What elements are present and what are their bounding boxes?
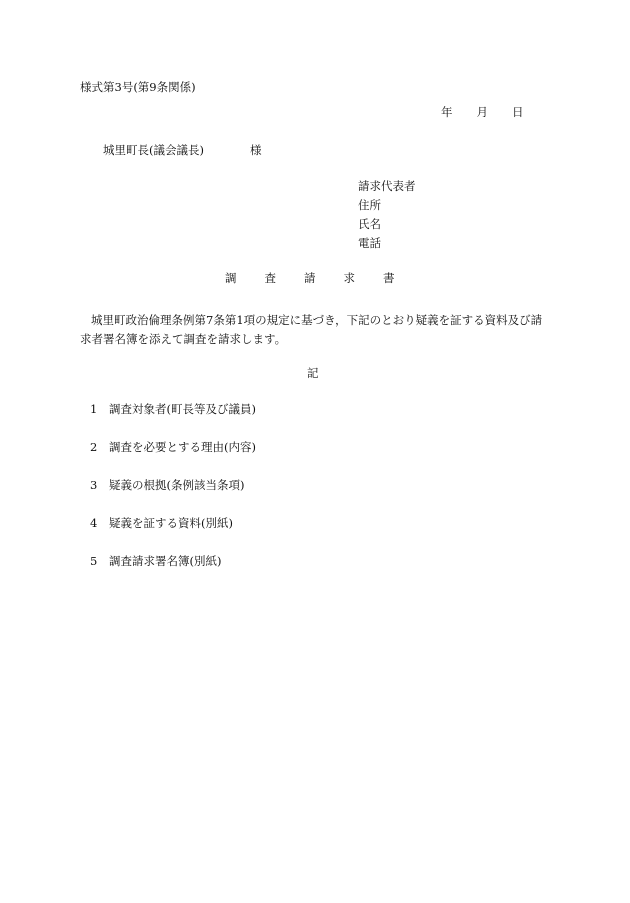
list-item xyxy=(90,404,256,442)
addressee xyxy=(103,145,261,157)
applicant-representative-label: 請求代表者 xyxy=(358,179,416,193)
item-number: 5 xyxy=(90,554,98,568)
list-item xyxy=(90,480,256,518)
item-number: 1 xyxy=(90,402,98,416)
date-line xyxy=(441,107,524,119)
applicant-block xyxy=(358,181,416,257)
title-char: 査 xyxy=(264,271,276,285)
ki-heading: 記 xyxy=(307,366,319,380)
form-number: 様式第3号(第9条関係) xyxy=(80,80,196,94)
list-item xyxy=(90,518,256,556)
item-text: 調査対象者(町長等及び議員) xyxy=(109,402,256,416)
item-text: 調査を必要とする理由(内容) xyxy=(109,440,256,454)
list-item xyxy=(90,556,256,594)
date-day: 日 xyxy=(512,105,524,119)
document-title xyxy=(225,273,395,285)
list-item xyxy=(90,442,256,480)
title-char: 書 xyxy=(383,271,395,285)
request-body-paragraph: 城里町政治倫理条例第7条第1項の規定に基づき，下記のとおり疑義を証する資料及び請求者署名簿を添えて調査を請求します。 xyxy=(80,313,543,346)
item-text: 疑義を証する資料(別紙) xyxy=(109,516,233,530)
title-char: 請 xyxy=(304,271,316,285)
item-text: 疑義の根拠(条例該当条項) xyxy=(109,478,245,492)
addressee-honorific: 様 xyxy=(249,143,262,157)
applicant-phone-label: 電話 xyxy=(358,236,381,250)
date-month: 月 xyxy=(476,105,488,119)
item-text: 調査請求署名簿(別紙) xyxy=(109,554,222,568)
applicant-address-label: 住所 xyxy=(358,198,381,212)
addressee-name: 城里町長(議会議長) xyxy=(103,143,204,157)
applicant-name-label: 氏名 xyxy=(358,217,381,231)
title-char: 調 xyxy=(225,271,237,285)
title-char: 求 xyxy=(343,271,355,285)
date-year: 年 xyxy=(441,105,453,119)
item-list xyxy=(90,404,256,594)
item-number: 3 xyxy=(90,478,98,492)
item-number: 2 xyxy=(90,440,98,454)
item-number: 4 xyxy=(90,516,98,530)
